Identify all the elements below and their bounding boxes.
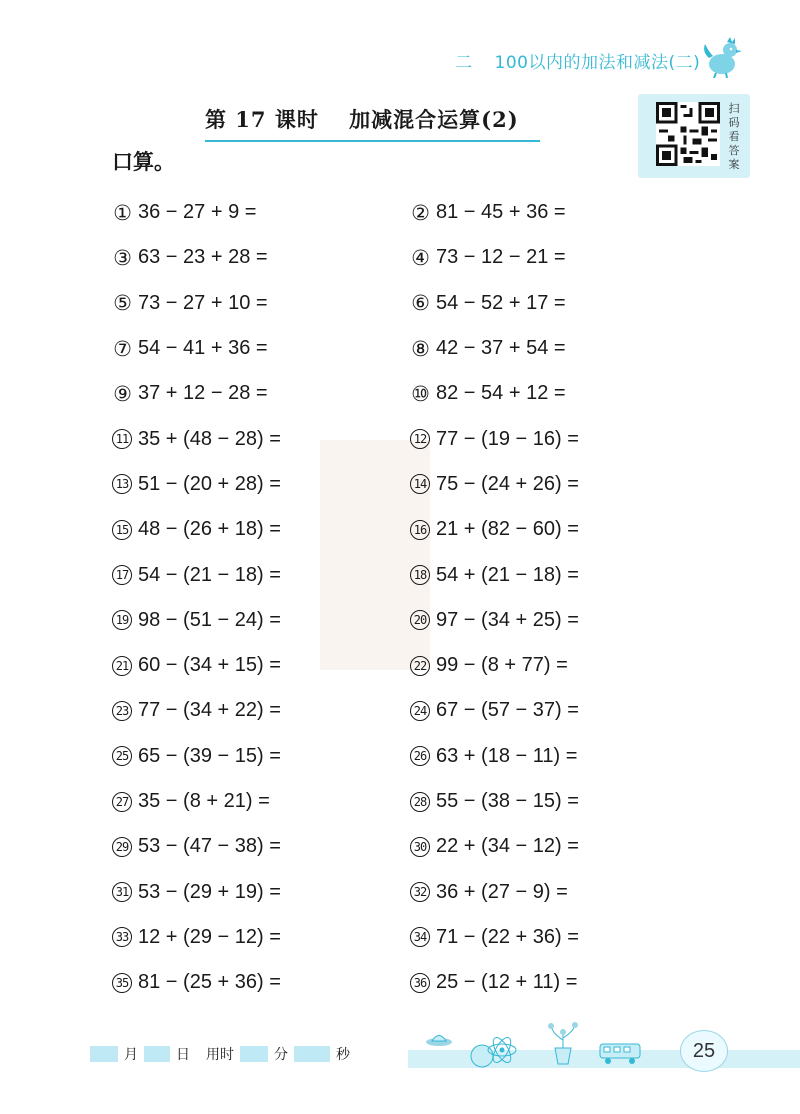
problem-row — [112, 824, 708, 869]
problem-number: ④ — [411, 245, 429, 270]
problem-expression: 36 − 27 + 9 = — [138, 201, 257, 224]
problem-number: ① — [113, 200, 131, 225]
problem-number: 17 — [112, 565, 132, 585]
problem-row — [112, 869, 708, 914]
problem-item — [410, 835, 708, 858]
problem-number: 27 — [112, 792, 132, 812]
problem-row — [112, 235, 708, 280]
problem-number: 31 — [112, 882, 132, 902]
problem-list — [112, 190, 708, 1005]
day-label: 日 — [176, 1047, 190, 1063]
problem-number: ⑩ — [411, 381, 429, 406]
problem-item — [410, 292, 708, 315]
problem-item — [112, 246, 410, 269]
problem-expression: 12 + (29 − 12) = — [138, 925, 281, 948]
chapter-title: 100以内的加法和减法(二) — [494, 53, 701, 73]
problem-expression: 77 − (34 + 22) = — [138, 699, 281, 722]
problem-row — [112, 779, 708, 824]
problem-item — [410, 881, 708, 904]
problem-expression: 82 − 54 + 12 = — [436, 382, 566, 405]
month-blank[interactable] — [90, 1046, 118, 1062]
problem-number: 25 — [112, 746, 132, 766]
problem-row — [112, 688, 708, 733]
problem-number: 18 — [410, 565, 430, 585]
problem-row — [112, 734, 708, 779]
problem-item — [410, 518, 708, 541]
problem-item — [112, 292, 410, 315]
problem-number: 33 — [112, 927, 132, 947]
train-icon — [598, 1040, 644, 1066]
problem-number: 28 — [410, 792, 430, 812]
problem-number: 15 — [112, 520, 132, 540]
problem-expression: 37 + 12 − 28 = — [138, 382, 268, 405]
problem-expression: 81 − 45 + 36 = — [436, 201, 566, 224]
problem-item — [410, 971, 708, 994]
qr-code-icon[interactable] — [656, 102, 720, 166]
problem-number: ⑦ — [113, 336, 131, 361]
problem-number: 22 — [410, 656, 430, 676]
problem-item — [112, 654, 410, 677]
lesson-title: 第 17 课时 加减混合运算(2) — [205, 107, 519, 132]
problem-item — [410, 790, 708, 813]
problem-number: 13 — [112, 474, 132, 494]
page-number: 25 — [680, 1030, 728, 1072]
problem-row — [112, 915, 708, 960]
problem-number: 16 — [410, 520, 430, 540]
problem-item — [112, 473, 410, 496]
problem-expression: 63 + (18 − 11) = — [436, 744, 578, 767]
problem-number: ③ — [113, 245, 131, 270]
problem-expression: 60 − (34 + 15) = — [138, 654, 281, 677]
problem-row — [112, 507, 708, 552]
problem-expression: 25 − (12 + 11) = — [436, 971, 578, 994]
problem-item — [112, 926, 410, 949]
problem-expression: 54 − 52 + 17 = — [436, 291, 566, 314]
time-used-label: 用时 — [206, 1047, 234, 1063]
problem-number: 20 — [410, 610, 430, 630]
problem-number: 21 — [112, 656, 132, 676]
problem-item — [112, 881, 410, 904]
problem-item — [410, 654, 708, 677]
problem-number: 24 — [410, 701, 430, 721]
problem-item — [112, 382, 410, 405]
problem-row — [112, 643, 708, 688]
problem-item — [410, 201, 708, 224]
problem-expression: 53 − (29 + 19) = — [138, 880, 281, 903]
problem-number: 12 — [410, 429, 430, 449]
month-label: 月 — [124, 1047, 138, 1063]
section-label: 口算。 — [112, 150, 175, 174]
problem-number: ⑤ — [113, 291, 131, 316]
title-underline — [205, 140, 540, 142]
problem-number: 32 — [410, 882, 430, 902]
problem-expression: 99 − (8 + 77) = — [436, 654, 568, 677]
qr-answer-box[interactable] — [638, 94, 750, 178]
problem-expression: 51 − (20 + 28) = — [138, 472, 281, 495]
problem-item — [410, 926, 708, 949]
problem-expression: 54 + (21 − 18) = — [436, 563, 579, 586]
problem-item — [112, 699, 410, 722]
problem-item — [112, 971, 410, 994]
problem-expression: 22 + (34 − 12) = — [436, 835, 579, 858]
problem-item — [112, 835, 410, 858]
problem-expression: 21 + (82 − 60) = — [436, 518, 579, 541]
qr-label: 扫码看答案 — [728, 102, 740, 171]
chapter-header — [455, 48, 700, 73]
problem-item — [112, 518, 410, 541]
problem-row — [112, 598, 708, 643]
problem-item — [112, 564, 410, 587]
ufo-icon — [424, 1030, 454, 1056]
lesson-title-block — [205, 104, 545, 142]
footer-record — [90, 1044, 356, 1064]
problem-expression: 54 − (21 − 18) = — [138, 563, 281, 586]
problem-number: 26 — [410, 746, 430, 766]
problem-expression: 67 − (57 − 37) = — [436, 699, 579, 722]
problem-expression: 54 − 41 + 36 = — [138, 337, 268, 360]
problem-expression: 35 + (48 − 28) = — [138, 427, 281, 450]
problem-expression: 65 − (39 − 15) = — [138, 744, 281, 767]
problem-item — [410, 745, 708, 768]
problem-number: 34 — [410, 927, 430, 947]
problem-item — [112, 609, 410, 632]
problem-item — [410, 428, 708, 451]
problem-expression: 53 − (47 − 38) = — [138, 835, 281, 858]
problem-item — [112, 201, 410, 224]
problem-number: ⑨ — [113, 381, 131, 406]
problem-item — [410, 564, 708, 587]
problem-item — [112, 745, 410, 768]
second-blank[interactable] — [294, 1046, 330, 1062]
problem-number: ⑥ — [411, 291, 429, 316]
problem-number: 35 — [112, 973, 132, 993]
potted-plant-icon — [545, 1022, 581, 1066]
problem-expression: 48 − (26 + 18) = — [138, 518, 281, 541]
problem-expression: 77 − (19 − 16) = — [436, 427, 579, 450]
problem-number: 36 — [410, 973, 430, 993]
problem-row — [112, 416, 708, 461]
day-blank[interactable] — [144, 1046, 170, 1062]
problem-number: 23 — [112, 701, 132, 721]
rooster-mascot-icon — [700, 36, 746, 78]
minute-blank[interactable] — [240, 1046, 268, 1062]
problem-number: 30 — [410, 837, 430, 857]
problem-expression: 75 − (24 + 26) = — [436, 472, 579, 495]
atom-icon — [468, 1030, 518, 1070]
problem-row — [112, 960, 708, 1005]
problem-expression: 98 − (51 − 24) = — [138, 608, 281, 631]
second-label: 秒 — [336, 1047, 350, 1063]
chapter-number: 二 — [455, 53, 473, 73]
problem-expression: 73 − 27 + 10 = — [138, 291, 268, 314]
problem-item — [410, 473, 708, 496]
problem-expression: 71 − (22 + 36) = — [436, 925, 579, 948]
problem-row — [112, 190, 708, 235]
problem-row — [112, 552, 708, 597]
problem-item — [112, 790, 410, 813]
problem-row — [112, 326, 708, 371]
problem-number: 29 — [112, 837, 132, 857]
problem-number: ② — [411, 200, 429, 225]
problem-number: 19 — [112, 610, 132, 630]
problem-row — [112, 371, 708, 416]
problem-number: 11 — [112, 429, 132, 449]
problem-item — [410, 246, 708, 269]
problem-expression: 81 − (25 + 36) = — [138, 971, 281, 994]
problem-row — [112, 462, 708, 507]
problem-expression: 63 − 23 + 28 = — [138, 246, 268, 269]
problem-expression: 73 − 12 − 21 = — [436, 246, 566, 269]
problem-item — [410, 609, 708, 632]
problem-number: ⑧ — [411, 336, 429, 361]
problem-item — [410, 699, 708, 722]
problem-item — [410, 382, 708, 405]
problem-item — [112, 337, 410, 360]
problem-item — [112, 428, 410, 451]
problem-row — [112, 281, 708, 326]
problem-number: 14 — [410, 474, 430, 494]
problem-expression: 42 − 37 + 54 = — [436, 337, 566, 360]
problem-expression: 36 + (27 − 9) = — [436, 880, 568, 903]
problem-expression: 35 − (8 + 21) = — [138, 790, 270, 812]
problem-item — [410, 337, 708, 360]
minute-label: 分 — [274, 1047, 288, 1063]
problem-expression: 55 − (38 − 15) = — [436, 790, 579, 812]
problem-expression: 97 − (34 + 25) = — [436, 608, 579, 631]
